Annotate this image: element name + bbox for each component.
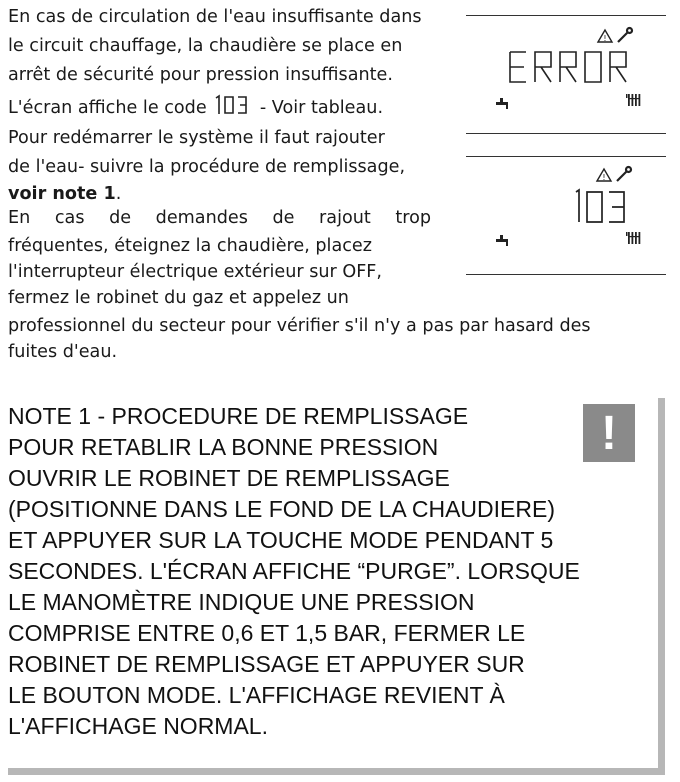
note-line-11: L'AFFICHAGE NORMAL. <box>8 713 268 739</box>
warning-icon: ! <box>583 404 635 462</box>
body-line-2: le circuit chauffage, la chaudière se place en <box>8 36 403 56</box>
note-line-3: OUVRIR LE ROBINET DE REMPLISSAGE <box>8 465 450 491</box>
tap-icon <box>496 235 508 246</box>
note-line-4: (POSITIONNE DANS LE FOND DE LA CHAUDIERE) <box>8 496 555 522</box>
warning-icon <box>598 30 612 43</box>
body-line-7: voir note 1. <box>8 184 122 204</box>
svg-text:!: ! <box>603 34 607 43</box>
svg-text:103: 103 <box>212 94 215 95</box>
note-line-7: LE MANOMÈTRE INDIQUE UNE PRESSION <box>8 589 475 615</box>
lcd-display-error <box>478 24 658 124</box>
note-line-8: COMPRISE ENTRE 0,6 ET 1,5 BAR, FERMER LE <box>8 620 526 646</box>
tap-icon <box>496 98 508 109</box>
note-title: NOTE 1 - PROCEDURE DE REMPLISSAGE <box>8 403 469 429</box>
body-line-1: En cas de circulation de l'eau insuffisante dans <box>8 7 422 27</box>
note-box <box>8 398 665 775</box>
code-103-segments <box>576 190 624 222</box>
radiator-icon <box>626 232 640 244</box>
note-reference: voir note 1 <box>8 184 116 204</box>
inline-code-103 <box>212 94 254 116</box>
body-line-8: En cas de demandes de rajout trop <box>8 208 432 228</box>
body-line-10: l'interrupteur électrique extérieur sur OFF, <box>8 262 383 282</box>
body-line-13: fuites d'eau. <box>8 342 118 362</box>
divider-bottom <box>466 274 666 275</box>
lcd-text-error <box>478 24 479 25</box>
note-line-5: ET APPUYER SUR LA TOUCHE MODE PENDANT 5 <box>8 527 554 553</box>
divider-top <box>466 15 666 16</box>
warning-icon <box>597 169 611 182</box>
divider-middle-2 <box>466 156 666 157</box>
body-line-9: fréquentes, éteignez la chaudière, placez <box>8 236 372 256</box>
note-line-9: ROBINET DE REMPLISSAGE ET APPUYER SUR <box>8 651 525 677</box>
body-line-5: Pour redémarrer le système il faut rajouter <box>8 128 385 148</box>
note-line-2: POUR RETABLIR LA BONNE PRESSION <box>8 434 439 460</box>
error-text-segments <box>510 52 626 82</box>
lcd-display-103 <box>478 164 658 264</box>
body-line-12: professionnel du secteur pour vérifier s'il n'y a pas par hasard des <box>8 316 591 336</box>
note-line-10: LE BOUTON MODE. L'AFFICHAGE REVIENT À <box>8 682 505 708</box>
divider-middle-1 <box>466 133 666 134</box>
body-line-3: arrêt de sécurité pour pression insuffisante. <box>8 65 393 85</box>
wrench-icon <box>617 167 631 181</box>
body-line-6: de l'eau- suivre la procédure de remplissage, <box>8 157 406 177</box>
note-line-6: SECONDES. L'ÉCRAN AFFICHE “PURGE”. LORSQUE <box>8 558 580 584</box>
body-line-4 <box>8 94 383 120</box>
svg-text:!: ! <box>602 173 606 182</box>
body-line-11: fermez le robinet du gaz et appelez un <box>8 288 349 308</box>
lcd-text-103 <box>478 164 479 165</box>
wrench-icon <box>618 28 632 42</box>
code-sentence: L'écran affiche le code <box>8 98 207 118</box>
see-table-text: - Voir tableau. <box>259 98 384 118</box>
radiator-icon <box>626 94 640 106</box>
